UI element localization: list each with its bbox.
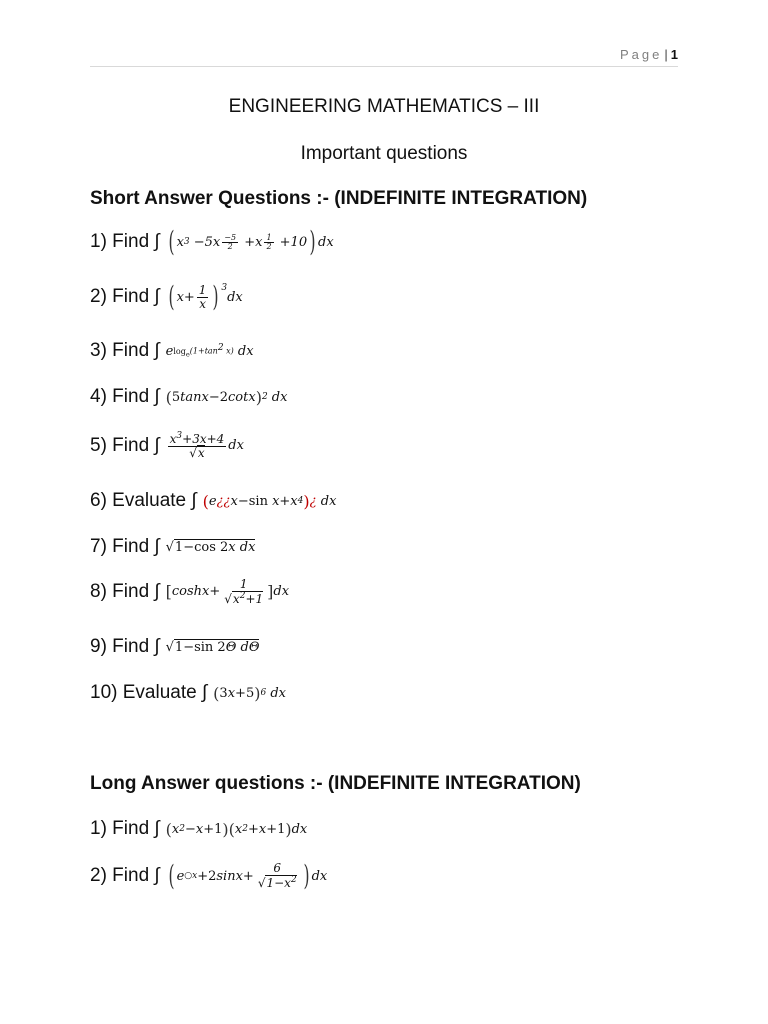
short-question-10	[90, 682, 286, 704]
short-question-2	[90, 280, 243, 313]
short-question-6	[90, 490, 336, 512]
short-question-7	[90, 536, 255, 558]
question-expression: ( 5 tanx −2 cotx ) 2 dx	[165, 387, 288, 407]
question-expression: [ coshx+ $\frac{1}{√x^2+1}$ ] dx	[165, 577, 290, 606]
document-title: ENGINEERING MATHEMATICS – III	[228, 96, 540, 117]
page-separator: |	[664, 47, 668, 62]
question-label: 1) Find ∫	[90, 231, 160, 252]
question-expression: ( 3 x +5 ) 6 dx	[213, 683, 286, 703]
question-expression: ( x 3 −5x $\frac{-5}{2}$ +x $\frac{1}{2}$ +10 ) dx	[168, 225, 334, 258]
question-expression: $\frac{x^3+3x+4}{√x}$ dx	[169, 431, 244, 460]
document-subtitle: Important questions	[300, 143, 468, 164]
short-question-5	[90, 432, 244, 459]
question-label: 4) Find ∫	[90, 386, 160, 407]
question-expression: ( x 2 − x +1 )( x 2 + x +1 ) dx	[165, 819, 308, 839]
page-number: 1	[670, 47, 678, 62]
question-label: 6) Evaluate ∫	[90, 490, 197, 511]
short-question-9	[90, 636, 259, 658]
question-expression: ( x+ $\frac{1}{x}$ ) $^3$ dx	[168, 280, 243, 313]
question-expression: ( e ○x +2 sinx+ $\frac{6}{√1-x^2}$ ) dx	[168, 859, 328, 892]
question-label: 7) Find ∫	[90, 536, 160, 557]
question-expression: √ 1−cos 2x dx	[165, 539, 256, 555]
question-expression: √ 1−sin 2Θ dΘ	[165, 639, 260, 655]
question-label: 10) Evaluate ∫	[90, 682, 208, 703]
short-question-1	[90, 225, 334, 258]
short-question-4	[90, 386, 287, 408]
long-answer-heading: Long Answer questions :- (INDEFINITE INTEGRATION)	[90, 773, 581, 794]
question-label: 2) Find ∫	[90, 865, 160, 886]
page-number-label	[620, 47, 678, 62]
question-label: 3) Find ∫	[90, 340, 160, 361]
short-question-8	[90, 578, 289, 605]
short-question-3	[90, 340, 254, 362]
question-label: 8) Find ∫	[90, 580, 160, 602]
page-word: Page	[620, 47, 663, 62]
long-question-1	[90, 818, 307, 840]
short-answer-heading: Short Answer Questions :- (INDEFINITE INTEGRATION)	[90, 188, 588, 209]
question-expression: ( e ¿¿ x− sin x+x 4 ) ¿ dx	[202, 491, 337, 511]
question-expression: e $\log_e(1+\tan^2$ x) dx	[165, 343, 254, 359]
page-header	[90, 44, 678, 67]
question-label: 5) Find ∫	[90, 434, 160, 456]
question-label: 1) Find ∫	[90, 818, 160, 839]
long-question-2	[90, 859, 328, 892]
question-label: 9) Find ∫	[90, 636, 160, 657]
question-label: 2) Find ∫	[90, 286, 160, 307]
